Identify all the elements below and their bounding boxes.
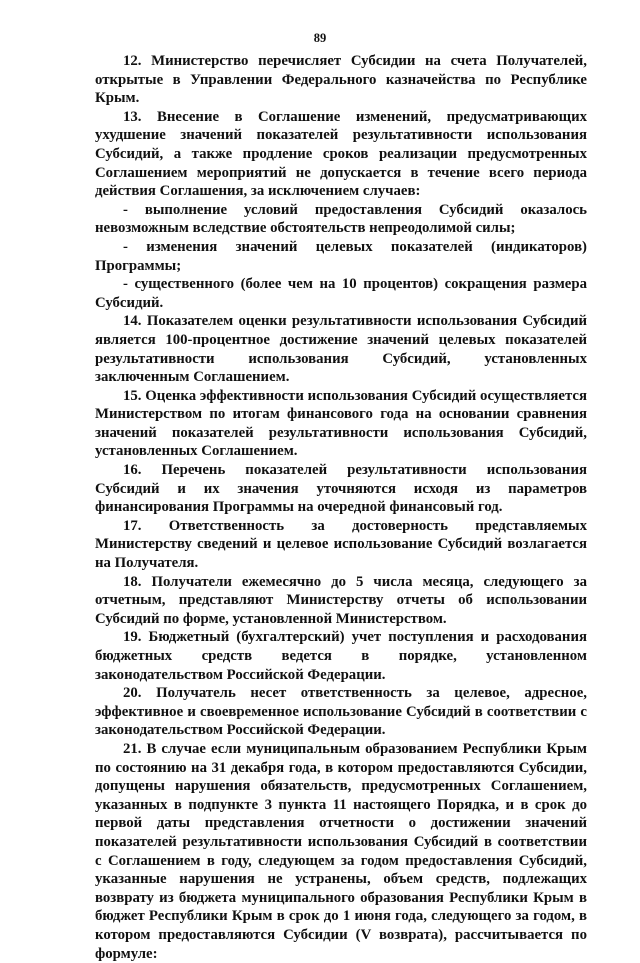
list-item-indicator-change: - изменения значений целевых показателей (индикаторов) Программы; xyxy=(95,238,587,274)
paragraph-19: 19. Бюджетный (бухгалтерский) учет поступления и расходования бюджетных средств ведется в порядке, установленном законодательством Российской Федерации. xyxy=(95,629,587,683)
list-item-subsidy-reduction: - существенного (более чем на 10 процентов) сокращения размера Субсидий. xyxy=(95,276,587,311)
list-item-force-majeure: - выполнение условий предоставления Субсидий оказалось невозможным вследствие обстоятельств непреодолимой силы; xyxy=(95,201,587,237)
paragraph-20: 20. Получатель несет ответственность за целевое, адресное, эффективное и своевременное использование Субсидий в соответствии с законодательством Российской Федерации. xyxy=(95,685,587,739)
paragraph-21: 21. В случае если муниципальным образованием Республики Крым по состоянию на 31 декабря года, в котором предоставляются Субсидии, допущены нарушения обязательств, предусмотренных Соглашением, указанных в подпункте 3 пункта 11 настоящего Порядка, и в срок до первой даты представления отчетности о достижении значений показателей результативности использования Субсидий в соответствии с Соглашением в году, следующем за годом предоставления Субсидий, указанные нарушения не устранены, объем средств, подлежащих возврату из бюджета муниципального образования Республики Крым в бюджет Республики Крым в срок до 1 июня года, следующего за годом, в котором предоставляются Субсидии (V возврата), рассчитывается по формуле: xyxy=(95,740,587,962)
paragraph-17: 17. Ответственность за достоверность представляемых Министерству сведений и целевое использование Субсидий возлагается на Получателя. xyxy=(95,517,587,572)
paragraph-13: 13. Внесение в Соглашение изменений, предусматривающих ухудшение значений показателей результативности использования Субсидий, а также продление сроков реализации предусмотренных Соглашением мероприятий не допускается в течение всего периода действия Соглашения, за исключением случаев: xyxy=(95,108,587,200)
paragraph-12: 12. Министерство перечисляет Субсидии на счета Получателей, открытые в Управлении Федерального казначейства по Республике Крым. xyxy=(95,53,587,107)
paragraph-15: 15. Оценка эффективности использования Субсидий осуществляется Министерством по итогам финансового года на основании сравнения значений показателей результативности использования Субсидий, установленных Соглашением. xyxy=(95,387,587,460)
document-body xyxy=(95,52,587,963)
paragraph-14: 14. Показателем оценки результативности использования Субсидий является 100-процентное достижение значений целевых показателей результативности использования Субсидий, установленных заключенным Соглашением. xyxy=(95,313,587,386)
paragraph-16: 16. Перечень показателей результативности использования Субсидий и их значения уточняются исходя из параметров финансирования Программы на очередной финансовый год. xyxy=(95,462,587,516)
page-number: 89 xyxy=(313,31,327,45)
paragraph-18: 18. Получатели ежемесячно до 5 числа месяца, следующего за отчетным, представляют Министерству отчеты об использовании Субсидий по форме, установленной Министерством. xyxy=(95,573,587,627)
